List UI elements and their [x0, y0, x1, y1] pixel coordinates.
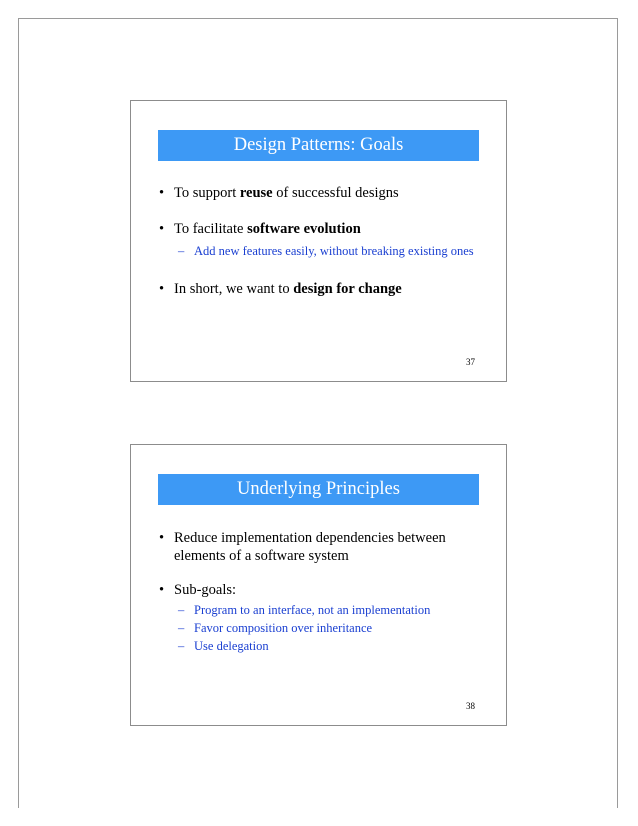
slide-title: Design Patterns: Goals — [158, 130, 479, 161]
bullet-item — [154, 220, 496, 238]
bullet-list — [154, 184, 496, 298]
bullet-text: Reduce implementation dependencies between — [174, 530, 446, 546]
bullet-item: • Sub-goals: — [154, 581, 496, 599]
bullet-text: of successful designs — [272, 185, 399, 201]
slide-38 — [130, 444, 507, 726]
sub-bullet-item: – Program to an interface, not an implementation — [154, 601, 496, 619]
bullet-emphasis: reuse — [239, 185, 273, 201]
bullet-text: To facilitate — [174, 221, 248, 237]
bullet-item — [154, 184, 496, 202]
bullet-emphasis: design for change — [293, 281, 402, 297]
bullet-list — [154, 529, 496, 655]
slide-37 — [130, 100, 507, 382]
sub-bullet-item: – Use delegation — [154, 637, 496, 655]
bullet-item — [154, 280, 496, 298]
slide-number: 38 — [466, 701, 475, 711]
sub-bullet-item: – Favor composition over inheritance — [154, 619, 496, 637]
slide-title: Underlying Principles — [158, 474, 479, 505]
bullet-item — [154, 529, 496, 565]
bullet-text: To support — [174, 185, 240, 201]
bullet-text: In short, we want to — [174, 281, 294, 297]
bullet-emphasis: software evolution — [247, 221, 361, 237]
bullet-text: elements of a software system — [174, 548, 349, 564]
sub-bullet-item: – Add new features easily, without breaking existing ones — [154, 242, 496, 260]
slide-number: 37 — [466, 357, 475, 367]
